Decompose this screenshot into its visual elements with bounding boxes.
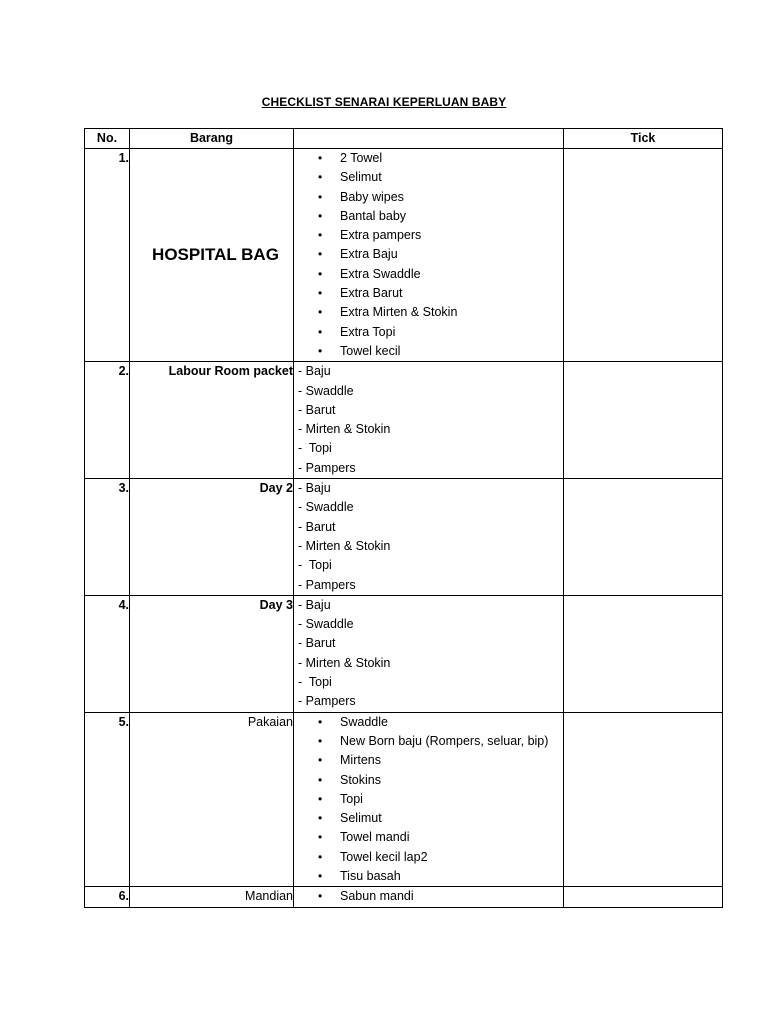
list-item: • Selimut (294, 168, 563, 187)
list-item: - Swaddle (298, 500, 354, 515)
row-barang: Day 3 (130, 595, 294, 712)
list-item: - Baju (298, 597, 331, 612)
row-items (294, 479, 564, 596)
list-item: • New Born baju (Rompers, seluar, bip) (294, 732, 563, 751)
list-item: - Pampers (298, 460, 356, 475)
row-barang: HOSPITAL BAG (130, 149, 294, 362)
bullet-icon: • (318, 247, 323, 262)
list-item: • Selimut (294, 809, 563, 828)
list-item: - Baju (298, 481, 331, 496)
bullet-icon: • (318, 208, 323, 223)
page-title: CHECKLIST SENARAI KEPERLUAN BABY (261, 95, 507, 109)
header-tick: Tick (564, 129, 723, 149)
row-barang: Pakaian (130, 712, 294, 887)
bullet-icon: • (318, 889, 323, 904)
list-item: - Mirten & Stokin (298, 422, 391, 437)
bullet-icon: • (318, 714, 323, 729)
list-item: • 2 Towel (294, 149, 563, 168)
row-number: 4. (85, 595, 130, 712)
list-item: • Extra Baju (294, 245, 563, 264)
list-item: • Stokins (294, 771, 563, 790)
row-number: 3. (85, 479, 130, 596)
header-no: No. (85, 129, 130, 149)
table-row (85, 887, 723, 907)
list-item: • Extra Swaddle (294, 265, 563, 284)
row-items (294, 362, 564, 479)
tick-cell[interactable] (564, 887, 723, 907)
tick-cell[interactable] (564, 712, 723, 887)
tick-cell[interactable] (564, 149, 723, 362)
list-item: • Extra Barut (294, 284, 563, 303)
bullet-icon: • (318, 286, 323, 301)
row-items (294, 149, 564, 362)
list-item: • Swaddle (294, 713, 563, 732)
table-row (85, 479, 723, 596)
bullet-icon: • (318, 305, 323, 320)
tick-cell[interactable] (564, 595, 723, 712)
list-item: • Bantal baby (294, 207, 563, 226)
bullet-icon: • (318, 830, 323, 845)
list-item: - Swaddle (298, 383, 354, 398)
row-barang: Mandian (130, 887, 294, 907)
bullet-icon: • (318, 170, 323, 185)
bullet-icon: • (318, 791, 323, 806)
list-item: - Mirten & Stokin (298, 538, 391, 553)
list-item: • Extra Mirten & Stokin (294, 303, 563, 322)
table-row (85, 362, 723, 479)
table-row (85, 149, 723, 362)
list-item: • Extra Topi (294, 323, 563, 342)
bullet-icon: • (318, 189, 323, 204)
bullet-icon: • (318, 849, 323, 864)
row-number: 6. (85, 887, 130, 907)
list-item: - Topi (298, 675, 332, 690)
list-item: • Sabun mandi (294, 887, 563, 906)
list-item: • Towel kecil (294, 342, 563, 361)
list-item: • Towel kecil lap2 (294, 848, 563, 867)
row-items (294, 887, 564, 907)
bullet-icon: • (318, 266, 323, 281)
tick-cell[interactable] (564, 362, 723, 479)
table-row (85, 595, 723, 712)
list-item: • Topi (294, 790, 563, 809)
row-number: 1. (85, 149, 130, 362)
row-barang: Day 2 (130, 479, 294, 596)
list-item: • Mirtens (294, 751, 563, 770)
list-item: - Topi (298, 558, 332, 573)
bullet-icon: • (318, 228, 323, 243)
list-item: - Baju (298, 364, 331, 379)
table-row (85, 712, 723, 887)
row-number: 5. (85, 712, 130, 887)
header-row (85, 129, 723, 149)
header-items (294, 129, 564, 149)
header-barang: Barang (130, 129, 294, 149)
list-item: • Extra pampers (294, 226, 563, 245)
list-item: - Pampers (298, 694, 356, 709)
list-item: - Barut (298, 636, 336, 651)
bullet-icon: • (318, 868, 323, 883)
list-item: • Tisu basah (294, 867, 563, 886)
bullet-icon: • (318, 772, 323, 787)
list-item: - Topi (298, 441, 332, 456)
row-items (294, 712, 564, 887)
checklist-table (84, 128, 723, 908)
row-items (294, 595, 564, 712)
bullet-icon: • (318, 811, 323, 826)
row-barang: Labour Room packet (130, 362, 294, 479)
list-item: - Mirten & Stokin (298, 655, 391, 670)
bullet-icon: • (318, 753, 323, 768)
bullet-icon: • (318, 151, 323, 165)
bullet-icon: • (318, 324, 323, 339)
tick-cell[interactable] (564, 479, 723, 596)
list-item: - Swaddle (298, 617, 354, 632)
bullet-icon: • (318, 733, 323, 748)
bullet-icon: • (318, 343, 323, 358)
list-item: - Pampers (298, 577, 356, 592)
list-item: • Towel mandi (294, 828, 563, 847)
row-number: 2. (85, 362, 130, 479)
list-item: • Baby wipes (294, 188, 563, 207)
list-item: - Barut (298, 519, 336, 534)
list-item: - Barut (298, 402, 336, 417)
